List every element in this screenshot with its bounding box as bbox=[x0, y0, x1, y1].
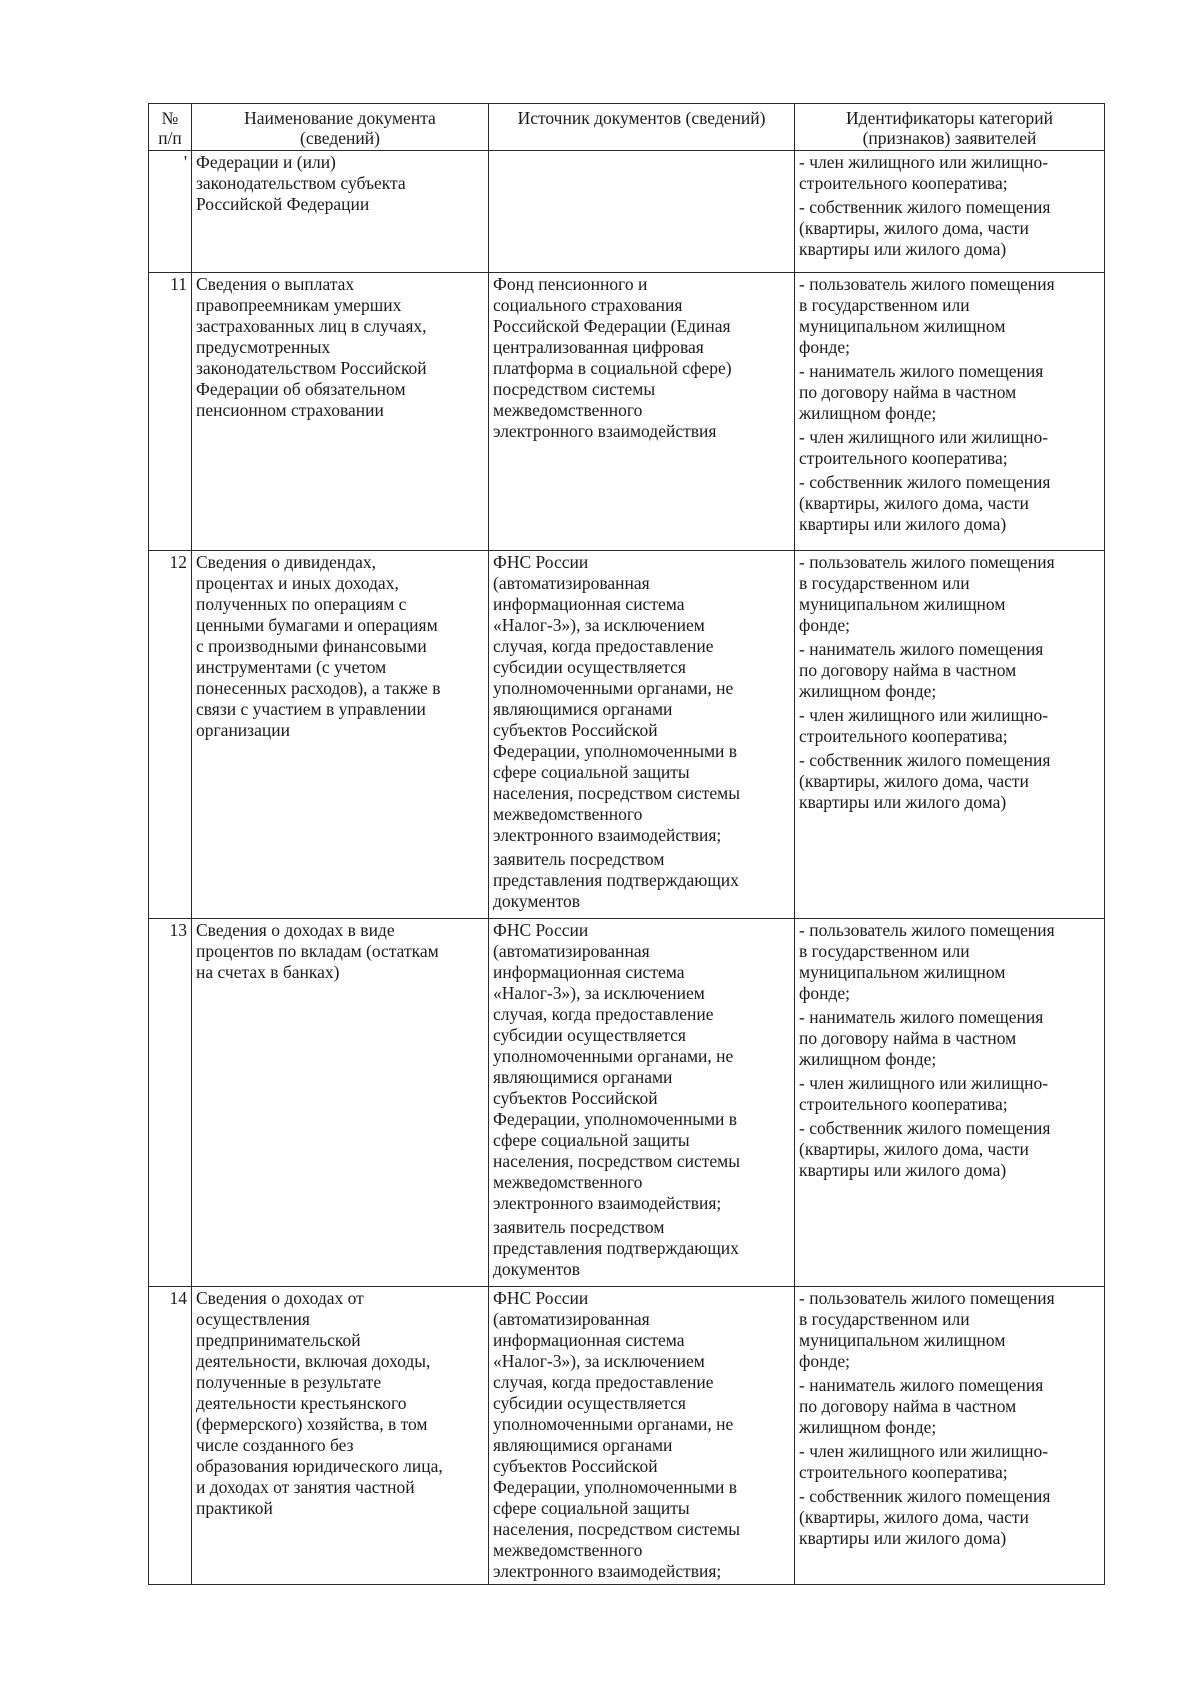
header-source: Источник документов (сведений) bbox=[489, 104, 795, 151]
source-item: ФНС России (автоматизированная информационная система «Налог-3»), за исключением случая, когда предоставление субсидии осуществляется уполномоченными органами, не являющимися органами субъектов Российской Федерации, уполномоченными в сфере социальной защиты населения, посредством системы межведомственного электронного взаимодействия; bbox=[493, 920, 740, 1213]
source-item: ФНС России (автоматизированная информационная система «Налог-3»), за исключением случая, когда предоставление субсидии осуществляется уполномоченными органами, не являющимися органами субъектов Российской Федерации, уполномоченными в сфере социальной защиты населения, посредством системы межведомственного электронного взаимодействия; bbox=[493, 1288, 740, 1581]
document-source bbox=[489, 273, 795, 551]
identifier-item: - собственник жилого помещения (квартиры, жилого дома, части квартиры или жилого дома) bbox=[799, 1486, 1051, 1548]
identifier-item: - пользователь жилого помещения в государственном или муниципальном жилищном фонде; bbox=[799, 274, 1055, 357]
table-row bbox=[149, 551, 1105, 919]
header-identifiers: Идентификаторы категорий (признаков) заявителей bbox=[795, 104, 1105, 151]
identifier-item: - пользователь жилого помещения в государственном или муниципальном жилищном фонде; bbox=[799, 920, 1055, 1003]
identifier-item: - член жилищного или жилищно- строительного кооператива; bbox=[799, 1441, 1049, 1482]
table-row bbox=[149, 919, 1105, 1287]
identifier-item: - наниматель жилого помещения по договору найма в частном жилищном фонде; bbox=[799, 1007, 1044, 1069]
row-number: 13 bbox=[149, 919, 192, 1287]
document-source bbox=[489, 551, 795, 919]
table-header-row bbox=[149, 104, 1105, 151]
applicant-identifiers bbox=[795, 919, 1105, 1287]
identifier-item: - наниматель жилого помещения по договору найма в частном жилищном фонде; bbox=[799, 639, 1044, 701]
document-name: Сведения о выплатах правопреемникам умерших застрахованных лиц в случаях, предусмотренных законодательством Российской Федерации об обязательном пенсионном страховании bbox=[192, 273, 489, 551]
table-row bbox=[149, 273, 1105, 551]
source-item: Фонд пенсионного и социального страхования Российской Федерации (Единая централизованная цифровая платформа в социальной сфере) посредством системы межведомственного электронного взаимодействия bbox=[493, 274, 732, 441]
applicant-identifiers bbox=[795, 151, 1105, 273]
document-source bbox=[489, 151, 795, 273]
row-number: 12 bbox=[149, 551, 192, 919]
applicant-identifiers bbox=[795, 1287, 1105, 1585]
header-number: № п/п bbox=[149, 104, 192, 151]
identifier-item: - член жилищного или жилищно- строительного кооператива; bbox=[799, 705, 1049, 746]
row-number: 14 bbox=[149, 1287, 192, 1585]
source-item: заявитель посредством представления подтверждающих документов bbox=[493, 1217, 739, 1279]
header-document-name: Наименование документа (сведений) bbox=[192, 104, 489, 151]
document-name: Сведения о доходах от осуществления предпринимательской деятельности, включая доходы, полученные в результате деятельности крестьянского (фермерского) хозяйства, в том числе созданного без образования юридического лица, и доходах от занятия частной практикой bbox=[192, 1287, 489, 1585]
identifier-item: - член жилищного или жилищно- строительного кооператива; bbox=[799, 152, 1049, 193]
identifier-item: - член жилищного или жилищно- строительного кооператива; bbox=[799, 427, 1049, 468]
applicant-identifiers bbox=[795, 551, 1105, 919]
identifier-item: - собственник жилого помещения (квартиры, жилого дома, части квартиры или жилого дома) bbox=[799, 750, 1051, 812]
identifier-item: - собственник жилого помещения (квартиры, жилого дома, части квартиры или жилого дома) bbox=[799, 472, 1051, 534]
source-item: ФНС России (автоматизированная информационная система «Налог-3»), за исключением случая, когда предоставление субсидии осуществляется уполномоченными органами, не являющимися органами субъектов Российской Федерации, уполномоченными в сфере социальной защиты населения, посредством системы межведомственного электронного взаимодействия; bbox=[493, 552, 740, 845]
row-number: 11 bbox=[149, 273, 192, 551]
document-name: Сведения о доходах в виде процентов по вкладам (остаткам на счетах в банках) bbox=[192, 919, 489, 1287]
source-item: заявитель посредством представления подтверждающих документов bbox=[493, 849, 739, 911]
document-name: Федерации и (или) законодательством субъекта Российской Федерации bbox=[192, 151, 489, 273]
identifier-item: - пользователь жилого помещения в государственном или муниципальном жилищном фонде; bbox=[799, 1288, 1055, 1371]
identifier-item: - собственник жилого помещения (квартиры, жилого дома, части квартиры или жилого дома) bbox=[799, 197, 1051, 259]
identifier-item: - член жилищного или жилищно- строительного кооператива; bbox=[799, 1073, 1049, 1114]
table-row bbox=[149, 151, 1105, 273]
applicant-identifiers bbox=[795, 273, 1105, 551]
document-source bbox=[489, 919, 795, 1287]
table-row bbox=[149, 1287, 1105, 1585]
identifier-item: - собственник жилого помещения (квартиры, жилого дома, части квартиры или жилого дома) bbox=[799, 1118, 1051, 1180]
identifier-item: - наниматель жилого помещения по договору найма в частном жилищном фонде; bbox=[799, 1375, 1044, 1437]
documents-table bbox=[148, 103, 1105, 1585]
identifier-item: - пользователь жилого помещения в государственном или муниципальном жилищном фонде; bbox=[799, 552, 1055, 635]
identifier-item: - наниматель жилого помещения по договору найма в частном жилищном фонде; bbox=[799, 361, 1044, 423]
document-name: Сведения о дивидендах, процентах и иных доходах, полученных по операциям с ценными бумагами и операциям с производными финансовыми инструментами (с учетом понесенных расходов), а также в связи с участием в управлении организации bbox=[192, 551, 489, 919]
row-number: ' bbox=[149, 151, 192, 273]
document-source bbox=[489, 1287, 795, 1585]
